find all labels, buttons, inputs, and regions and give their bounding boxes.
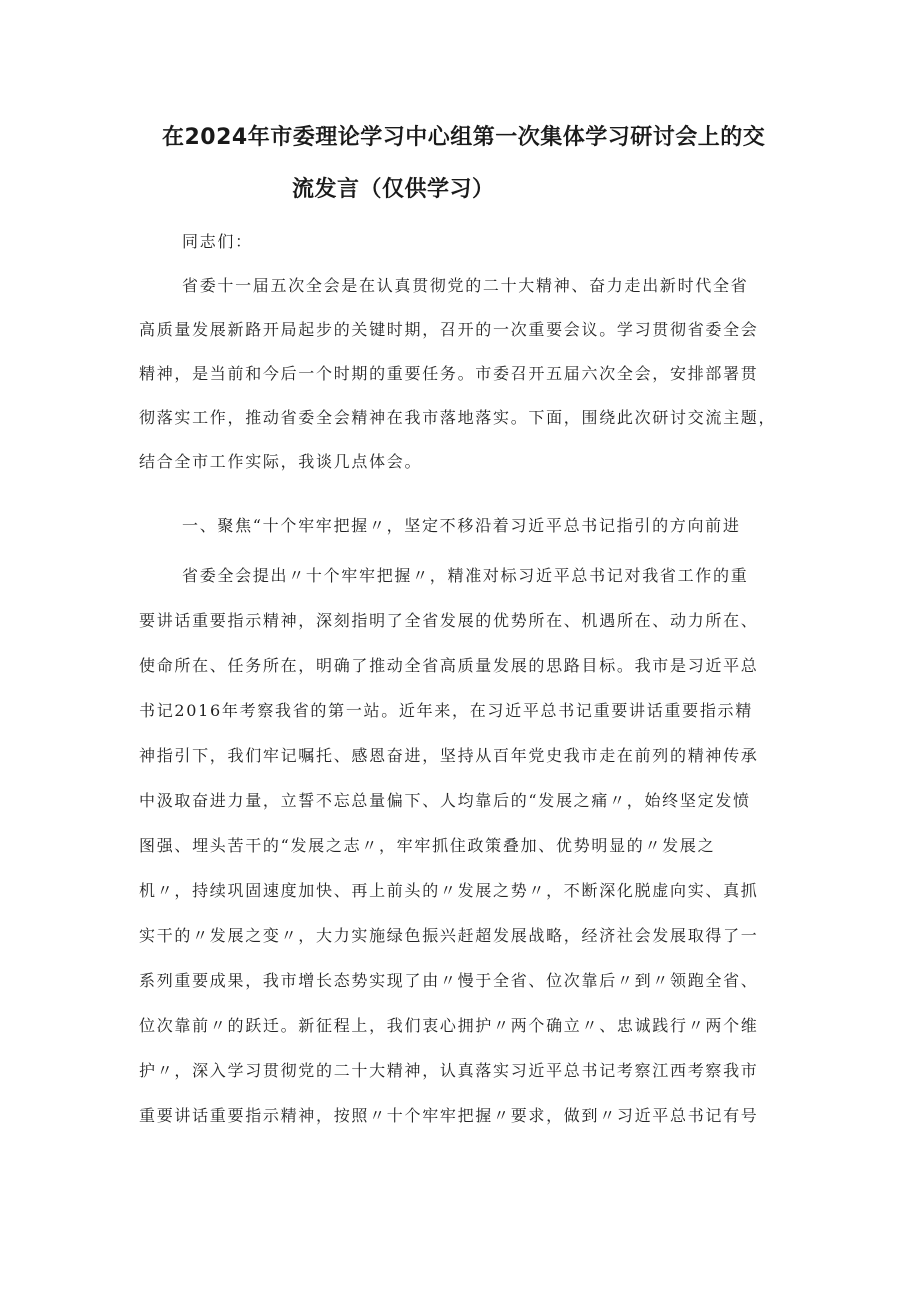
paragraph-line: 彻落实工作，推动省委全会精神在我市落地落实。下面，围绕此次研讨交流主题，: [139, 408, 777, 427]
paragraph-line: 图强、埋头苦干的“发展之志〃，牢牢抓住政策叠加、优势明显的〃发展之: [139, 836, 716, 855]
paragraph-line: 要讲话重要指示精神，深刻指明了全省发展的优势所在、机遇所在、动力所在、: [139, 611, 759, 630]
paragraph-line: 中汲取奋进力量，立誓不忘总量偏下、人均靠后的“发展之痛〃，始终坚定发愤: [139, 791, 751, 810]
document-title-line-1: 在2024年市委理论学习中心组第一次集体学习研讨会上的交: [162, 125, 766, 150]
paragraph-line: 重要讲话重要指示精神，按照〃十个牢牢把握〃要求，做到〃习近平总书记有号: [139, 1106, 759, 1125]
paragraph-line: 护〃，深入学习贯彻党的二十大精神，认真落实习近平总书记考察江西考察我市: [139, 1061, 759, 1080]
paragraph-line: 位次靠前〃的跃迁。新征程上，我们衷心拥护〃两个确立〃、忠诚践行〃两个维: [139, 1016, 759, 1035]
paragraph-line: 使命所在、任务所在，明确了推动全省高质量发展的思路目标。我市是习近平总: [139, 656, 759, 675]
salutation: 同志们：: [182, 232, 253, 251]
paragraph-line: 精神，是当前和今后一个时期的重要任务。市委召开五届六次全会，安排部署贯: [139, 364, 759, 383]
paragraph-line: 省委十一届五次全会是在认真贯彻党的二十大精神、奋力走出新时代全省: [182, 276, 749, 295]
document-title-line-2: 流发言（仅供学习）: [292, 177, 495, 202]
section-heading: 一、聚焦“十个牢牢把握〃，坚定不移沿着习近平总书记指引的方向前进: [182, 516, 741, 535]
paragraph-line: 实干的〃发展之变〃，大力实施绿色振兴赶超发展战略，经济社会发展取得了一: [139, 926, 759, 945]
paragraph-line: 书记2016年考察我省的第一站。近年来，在习近平总书记重要讲话重要指示精: [139, 701, 753, 720]
paragraph-line: 省委全会提出〃十个牢牢把握〃，精准对标习近平总书记对我省工作的重: [182, 566, 749, 585]
paragraph-line: 结合全市工作实际，我谈几点体会。: [139, 452, 423, 471]
paragraph-line: 机〃，持续巩固速度加快、再上前头的〃发展之势〃，不断深化脱虚向实、真抓: [139, 881, 759, 900]
paragraph-line: 系列重要成果，我市增长态势实现了由〃慢于全省、位次靠后〃到〃领跑全省、: [139, 971, 759, 990]
paragraph-line: 神指引下，我们牢记嘱托、感恩奋进，坚持从百年党史我市走在前列的精神传承: [139, 746, 759, 765]
paragraph-line: 高质量发展新路开局起步的关键时期，召开的一次重要会议。学习贯彻省委全会: [139, 320, 759, 339]
